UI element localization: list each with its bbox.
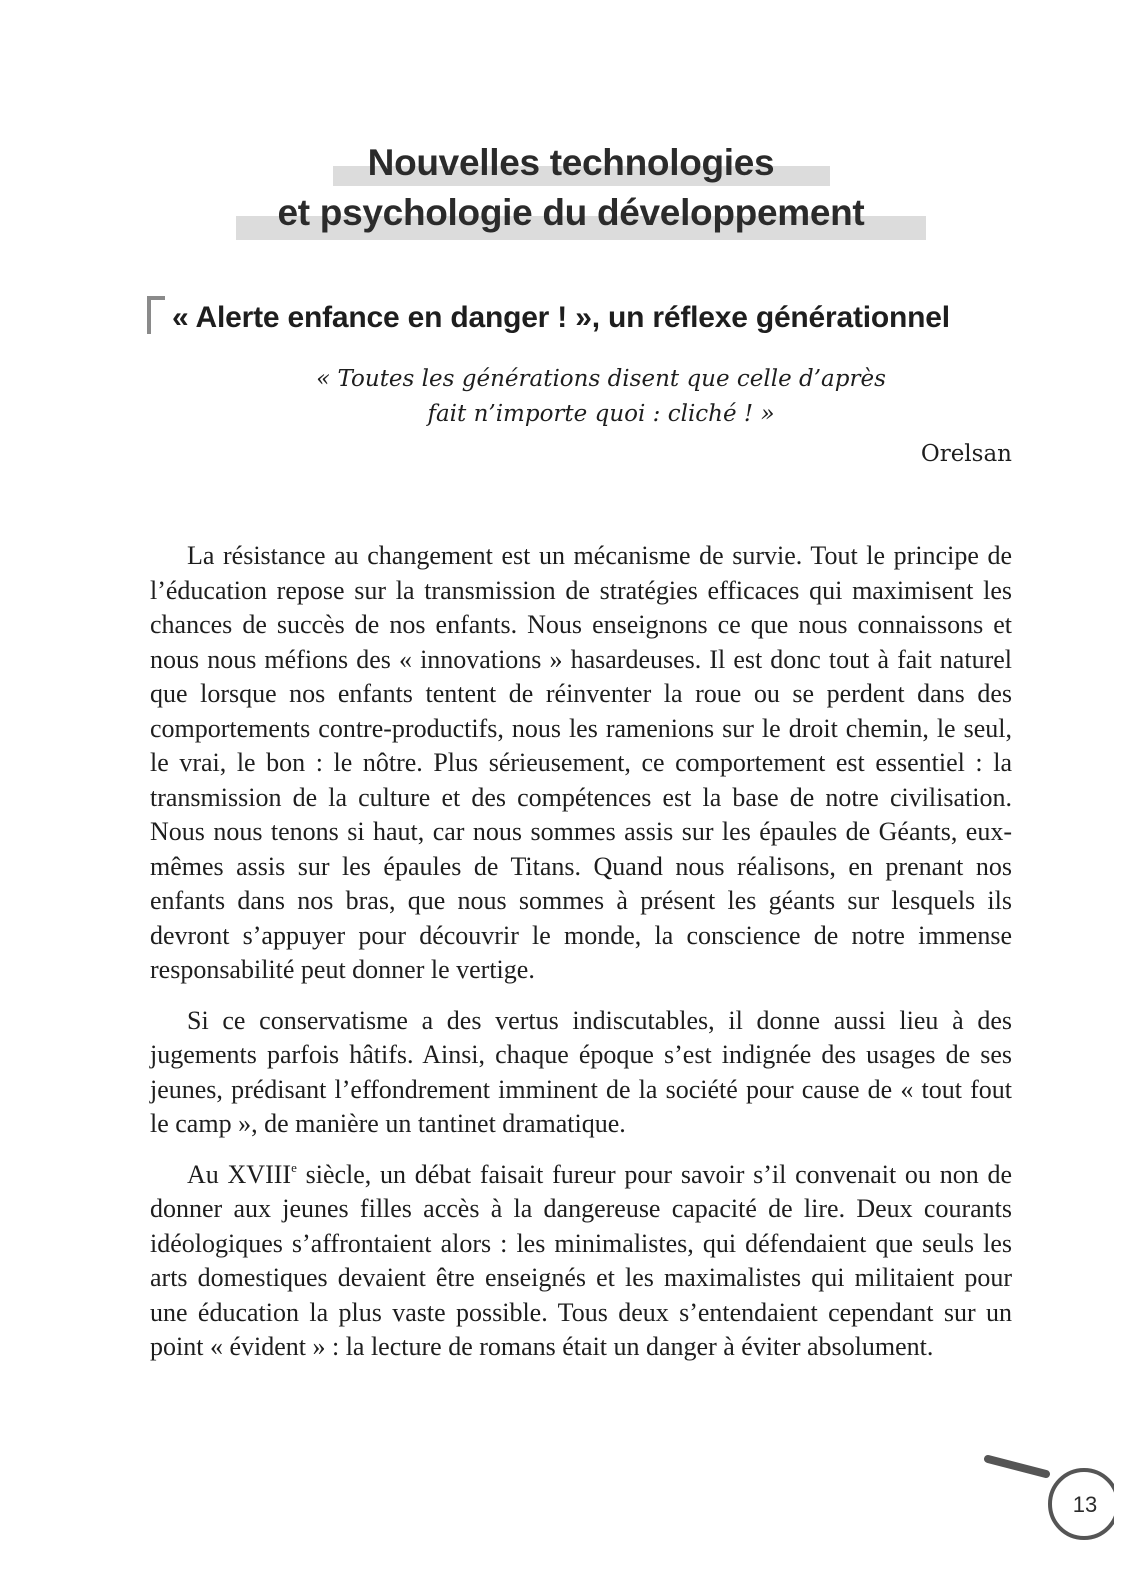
section-heading: « Alerte enfance en danger ! », un réflexe générationnel: [172, 301, 950, 334]
epigraph-quote: [150, 362, 1012, 432]
epigraph-author: Orelsan: [920, 441, 1012, 467]
epigraph-line-2: fait n’importe quoi : cliché ! »: [427, 401, 775, 427]
paragraph-1: La résistance au changement est un mécanisme de survie. Tout le principe de l’éducation repose sur la transmission de stratégies efficaces qui maximisent les chances de succès de nos enfants. Nous enseignons ce que nous connaissons et nous nous méfions des « innovations » hasardeuses. Il est donc tout à fait naturel que lorsque nos enfants tentent de réinventer la roue ou se perdent dans des comportements contre-productifs, nous les ramenions sur le droit chemin, le seul, le vrai, le bon : le nôtre. Plus sérieusement, ce comportement est essentiel : la transmission de la culture et des compétences est la base de notre civilisation. Nous nous tenons si haut, car nous sommes assis sur les épaules de Géants, eux-mêmes assis sur les épaules de Titans. Quand nous réalisons, en prenant nos enfants dans nos bras, que nous sommes à présent les géants sur lesquels ils devront s’appuyer pour découvrir le monde, la conscience de notre immense responsabilité peut donner le vertige.: [150, 541, 1012, 984]
paragraph-3-start: Au XVIII: [187, 1159, 292, 1189]
paragraph-2: Si ce conservatisme a des vertus indiscutables, il donne aussi lieu à des jugements parfois hâtifs. Ainsi, chaque époque s’est indignée des usages de ses jeunes, prédisant l’effondrement imminent de la société pour cause de « tout fout le camp », de manière un tantinet dramatique.: [150, 1005, 1012, 1138]
page-title-line-2: et psychologie du développement: [277, 192, 865, 233]
epigraph: [150, 362, 1012, 472]
section-corner-marker: [147, 296, 165, 334]
page-number: 13: [1072, 1492, 1098, 1517]
epigraph-line-1: « Toutes les générations disent que celle d’après: [316, 366, 886, 392]
page-title-line-1: Nouvelles technologies: [367, 142, 775, 183]
century-superscript: e: [291, 1159, 297, 1175]
paragraph-3-rest: siècle, un débat faisait fureur pour savoir s’il convenait ou non de donner aux jeunes filles accès à la dangereuse capacité de lire. Deux courants idéologiques s’affrontaient alors : les minimalistes, qui défendaient que seuls les arts domestiques devaient être enseignés et les maximalistes qui militaient pour une éducation la plus vaste possible. Tous deux s’entendaient cependant sur un point « évident » : la lecture de romans était un danger à éviter absolument.: [150, 1159, 1012, 1361]
paragraph-3: [150, 1158, 1012, 1365]
page-title: [0, 138, 1142, 238]
body-text: [150, 539, 1012, 1381]
